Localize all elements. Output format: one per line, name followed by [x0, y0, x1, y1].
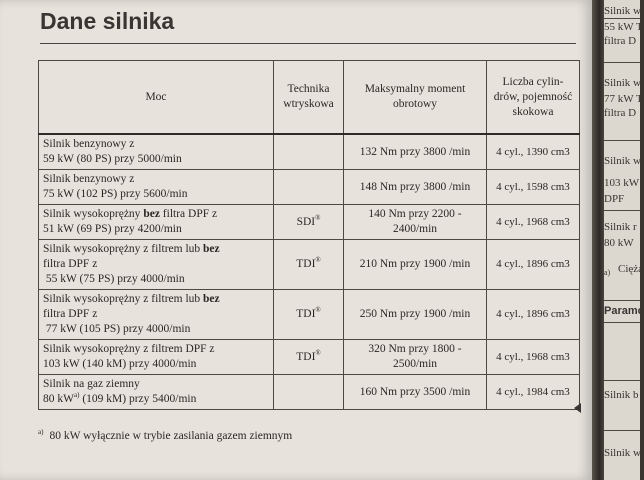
engine-text: Silnik na gaz ziemny	[43, 378, 140, 390]
table-row	[39, 170, 580, 205]
cylinders-cell: 4 cyl., 1968 cm3	[487, 205, 580, 240]
adjacent-text: Silnik w	[604, 155, 641, 167]
torque-cell: 210 Nm przy 1900 /min	[344, 240, 487, 290]
footnote-ref: a)	[73, 391, 80, 400]
torque-cell: 148 Nm przy 3800 /min	[344, 170, 487, 205]
cylinders-cell: 4 cyl., 1896 cm3	[487, 290, 580, 340]
registered-mark: ®	[315, 348, 321, 357]
adjacent-text: Paramo	[604, 305, 644, 317]
adjacent-text: Silnik w	[604, 5, 641, 17]
footnote-marker: a)	[38, 428, 44, 437]
table-row	[39, 134, 580, 170]
table-row	[39, 375, 580, 410]
engine-text: 75 kW (102 PS) przy 5600/min	[43, 188, 188, 200]
adjacent-text: Cięża	[618, 263, 644, 275]
adjacent-table-line	[604, 210, 640, 211]
injection-cell	[274, 240, 344, 290]
engine-text: filtra DPF z	[43, 258, 98, 270]
adjacent-text: Silnik r	[604, 221, 637, 233]
adjacent-text: Silnik w	[604, 77, 641, 89]
engine-text: 80 kW	[43, 393, 74, 405]
engine-text: 77 kW (105 PS) przy 4000/min	[45, 323, 191, 335]
adjacent-table-line	[604, 62, 640, 63]
engine-cell	[39, 205, 274, 240]
injection-cell	[274, 340, 344, 375]
torque-cell: 250 Nm przy 1900 /min	[344, 290, 487, 340]
adjacent-table-line	[604, 430, 640, 431]
engine-text: Silnik benzynowy z	[43, 138, 135, 150]
engine-text: 59 kW (80 PS) przy 5000/min	[43, 153, 182, 165]
adjacent-text: 103 kW	[604, 177, 640, 189]
engine-text: 103 kW (140 kM) przy 4000/min	[43, 358, 197, 370]
section-end-triangle-icon	[574, 403, 581, 413]
cylinders-cell: 4 cyl., 1390 cm3	[487, 134, 580, 170]
registered-mark: ®	[315, 306, 321, 315]
injection-cell	[274, 290, 344, 340]
torque-cell: 140 Nm przy 2200 - 2400/min	[344, 205, 487, 240]
engine-text: Silnik wysokoprężny z filtrem lub	[43, 293, 204, 305]
adjacent-text: a)	[604, 268, 611, 277]
engine-emphasis: bez	[203, 243, 220, 255]
cylinders-cell: 4 cyl., 1968 cm3	[487, 340, 580, 375]
footnote-text: 80 kW wyłącznie w trybie zasilania gazem ziemnym	[49, 430, 293, 442]
injection-cell	[274, 375, 344, 410]
cylinders-cell: 4 cyl., 1598 cm3	[487, 170, 580, 205]
injection-name: TDI	[296, 308, 316, 320]
adjacent-table-line	[604, 300, 640, 301]
adjacent-text: 77 kW T	[604, 93, 643, 105]
table-header-row	[39, 61, 580, 135]
engine-cell	[39, 290, 274, 340]
engine-cell	[39, 134, 274, 170]
engine-text: Silnik benzynowy z	[43, 173, 135, 185]
engine-cell	[39, 340, 274, 375]
table-row	[39, 205, 580, 240]
adjacent-text: DPF	[604, 193, 625, 205]
adjacent-text: filtra D	[604, 107, 637, 119]
adjacent-text: 55 kW T	[604, 21, 643, 33]
cylinders-cell: 4 cyl., 1896 cm3	[487, 240, 580, 290]
adjacent-text: filtra D	[604, 35, 637, 47]
registered-mark: ®	[315, 256, 321, 265]
adjacent-page	[604, 0, 644, 480]
header-power: Moc	[39, 61, 274, 135]
engine-text: 55 kW (75 PS) przy 4000/min	[45, 273, 185, 285]
engine-emphasis: bez	[203, 293, 220, 305]
adjacent-table-line	[604, 18, 640, 19]
injection-cell	[274, 170, 344, 205]
engine-text: (109 kM) przy 5400/min	[79, 393, 197, 405]
header-cylinders: Liczba cylin-drów, pojemność skokowa	[487, 61, 580, 135]
injection-name: TDI	[296, 350, 316, 363]
table-row	[39, 240, 580, 290]
adjacent-text: 80 kW	[604, 237, 634, 249]
engine-cell	[39, 240, 274, 290]
header-injection: Technika wtryskowa	[274, 61, 344, 135]
engine-text: 51 kW (69 PS) przy 4200/min	[43, 223, 182, 235]
torque-cell: 132 Nm przy 3800 /min	[344, 134, 487, 170]
engine-text: filtra DPF z	[159, 208, 218, 220]
adjacent-table-line	[604, 380, 640, 381]
adjacent-text: Silnik w	[604, 447, 641, 459]
engine-cell	[39, 375, 274, 410]
torque-cell: 160 Nm przy 3500 /min	[344, 375, 487, 410]
table-row	[39, 290, 580, 340]
registered-mark: ®	[315, 213, 321, 222]
injection-cell	[274, 134, 344, 170]
engine-text: Silnik wysokoprężny	[43, 208, 144, 220]
cylinders-cell: 4 cyl., 1984 cm3	[487, 375, 580, 410]
engine-emphasis: bez	[143, 208, 160, 220]
adjacent-table-line	[604, 322, 640, 323]
engine-data-table	[38, 60, 580, 410]
title-divider	[40, 43, 576, 44]
footnote	[38, 430, 292, 442]
engine-text: Silnik wysokoprężny z filtrem lub	[43, 243, 204, 255]
header-torque: Maksymalny moment obrotowy	[344, 61, 487, 135]
page-title: Dane silnika	[40, 8, 175, 34]
adjacent-text: Silnik b	[604, 389, 639, 401]
engine-text: filtra DPF z	[43, 308, 98, 320]
injection-name: TDI	[296, 258, 316, 270]
torque-cell: 320 Nm przy 1800 - 2500/min	[344, 340, 487, 375]
engine-text: Silnik wysokoprężny z filtrem DPF z	[43, 343, 215, 355]
book-gutter	[592, 0, 604, 480]
injection-cell	[274, 205, 344, 240]
table-row	[39, 340, 580, 375]
adjacent-table-line	[604, 140, 640, 141]
engine-cell	[39, 170, 274, 205]
injection-name: SDI	[296, 215, 316, 228]
